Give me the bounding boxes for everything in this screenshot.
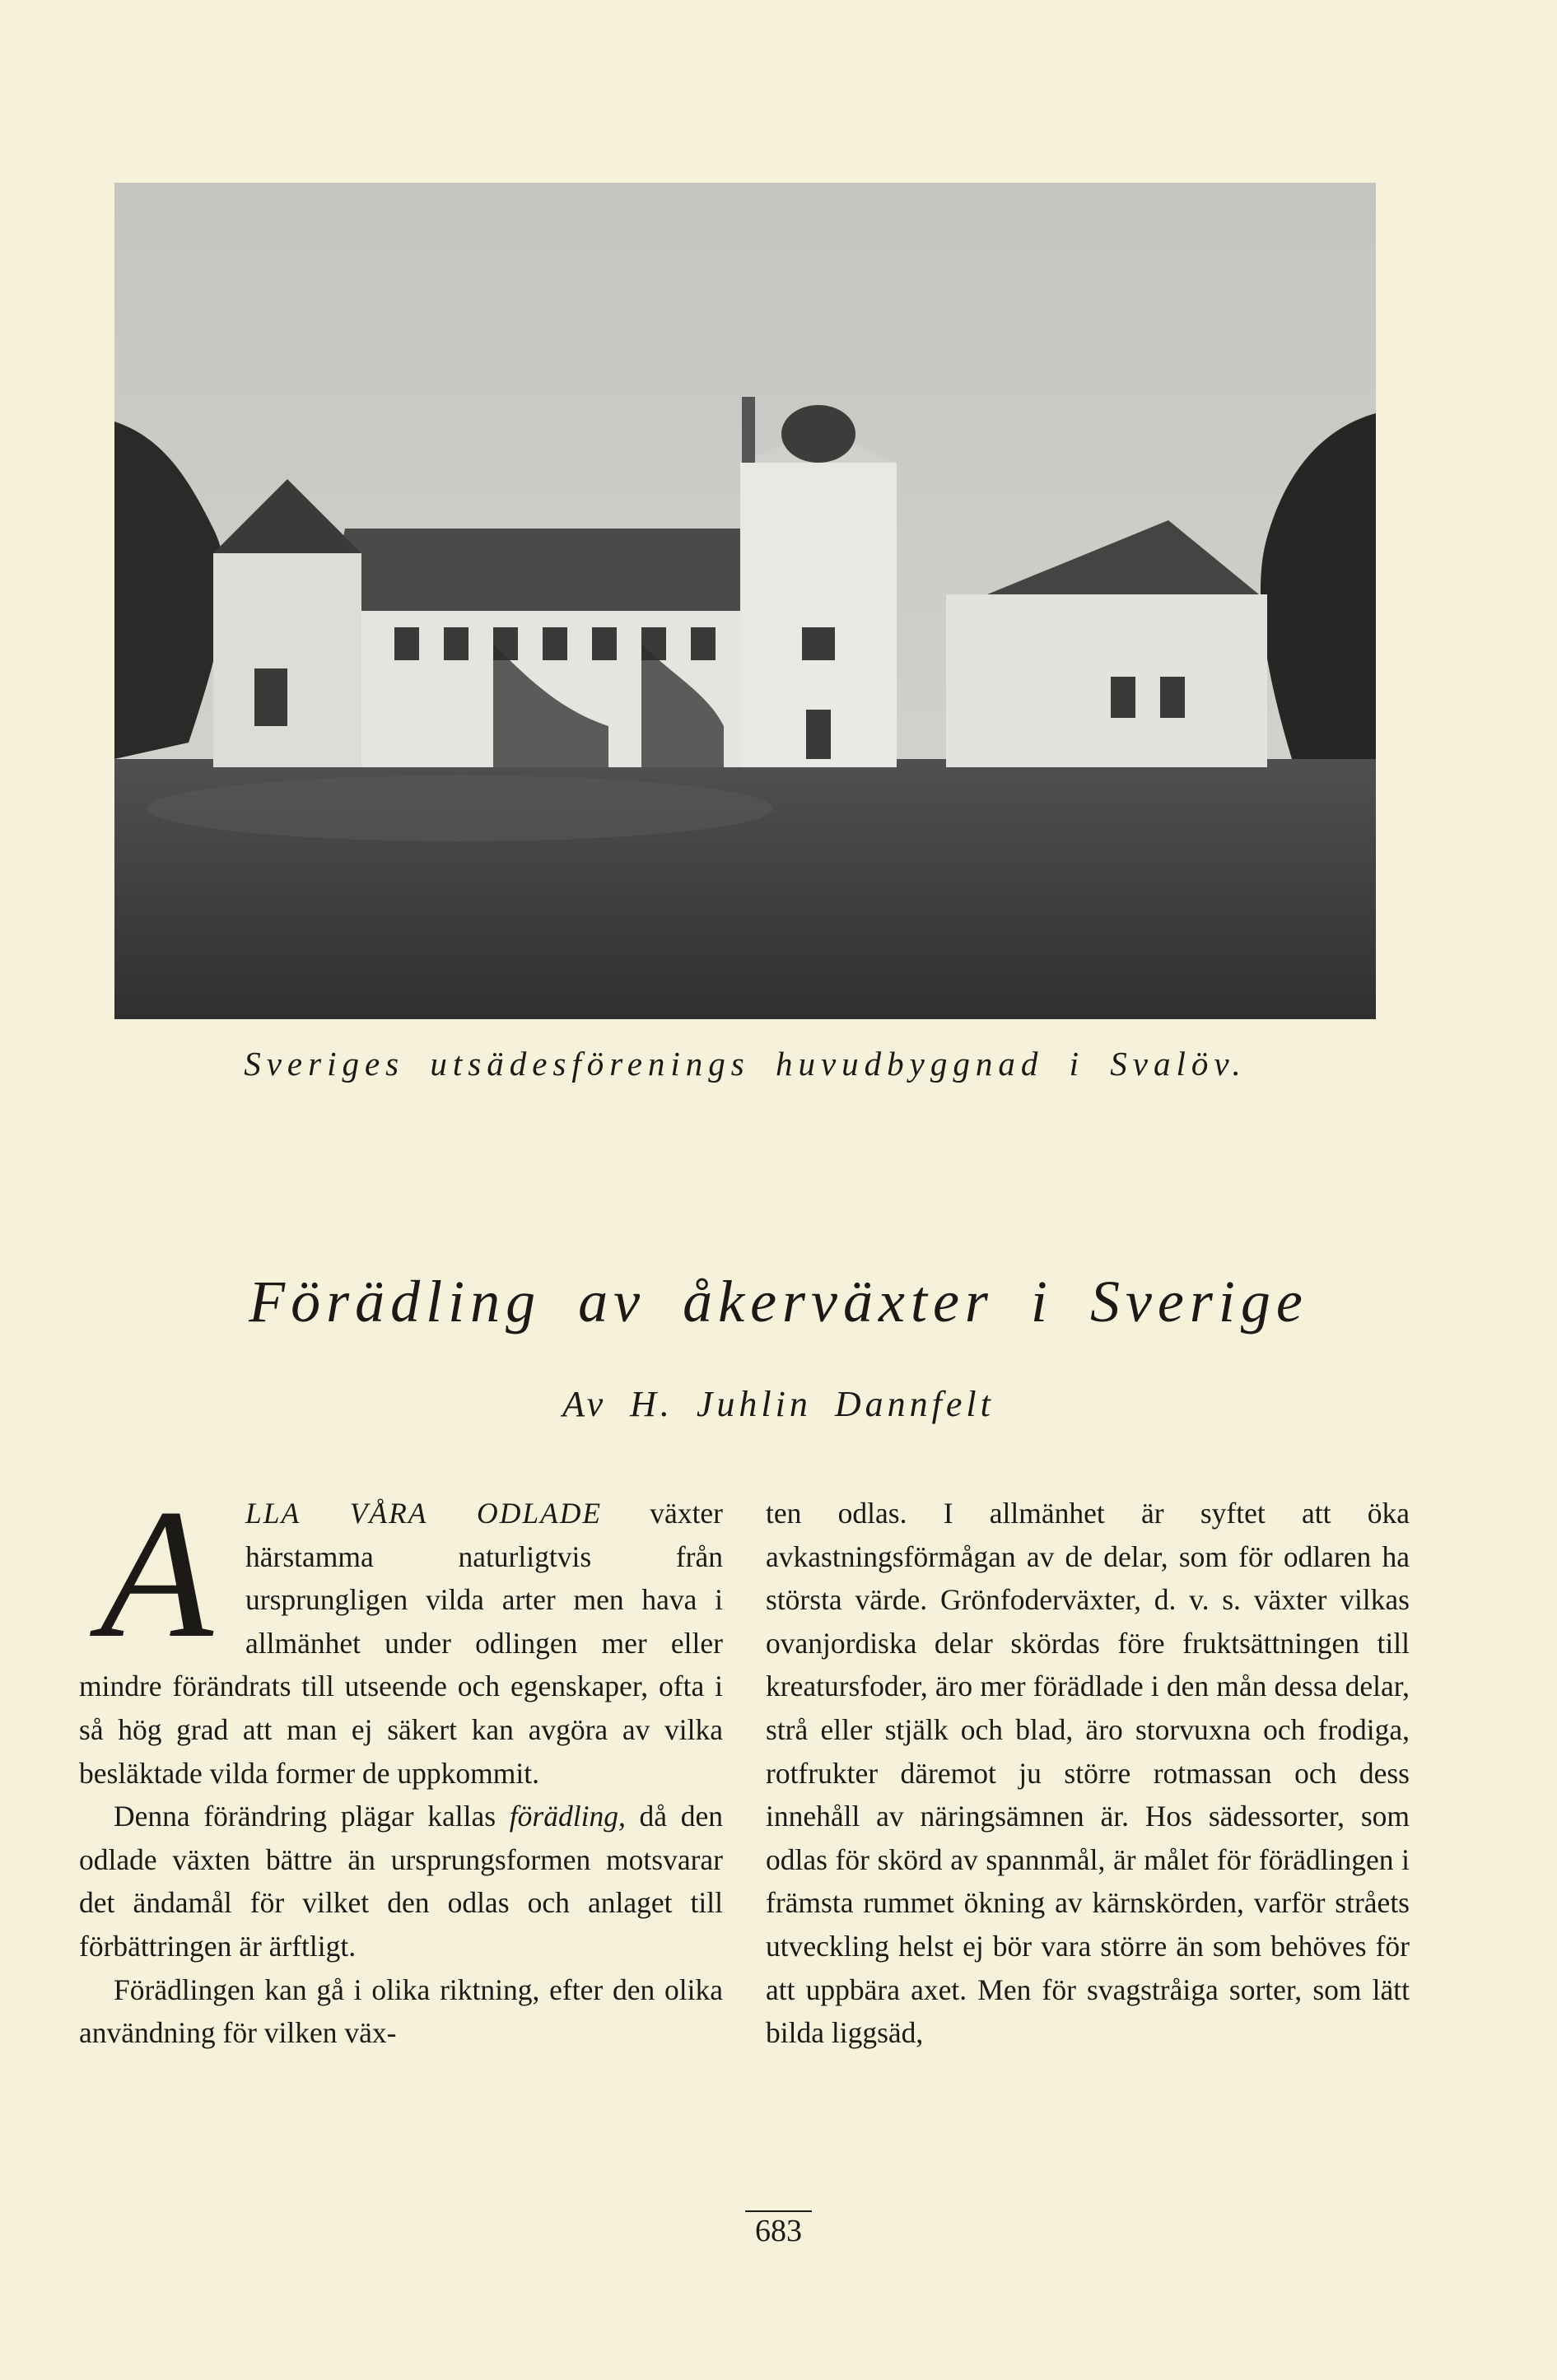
page-number-text: 683 [745, 2210, 812, 2248]
emphasis: förädling, [509, 1800, 626, 1833]
building-photo [114, 183, 1376, 1019]
photo-caption: Sveriges utsädesförenings huvudbyggnad i Svalöv. [244, 1045, 1247, 1083]
drop-cap: A [100, 1470, 213, 1676]
paragraph [79, 1795, 723, 1968]
page-number [0, 2213, 1557, 2249]
article-column-left [79, 1470, 724, 2055]
paragraph-text: Denna förändring plägar kallas [114, 1800, 510, 1833]
paragraph-text: då den odlade växten bättre än ursprungsformen motsvarar det ändamål för vilket den odlas och anlaget till förbättringen är ärftligt. [79, 1800, 723, 1963]
building-illustration [114, 183, 1376, 1019]
article-column-right [766, 1492, 1410, 2055]
paragraph-text: växter härstamma naturligtvis från ursprungligen vilda arter men hava i allmänhet under odlingen mer eller mindre förändrats till utseende och egenskaper, ofta i så hög grad att man ej säkert kan avgöra av vilka besläktade vilda former de uppkommit. [79, 1497, 724, 1790]
article-title: Förädling av åkerväxter i Sverige [249, 1269, 1308, 1334]
paragraph: Förädlingen kan gå i olika riktning, efter den olika användning för vilken väx- [79, 1972, 723, 2050]
paragraph [79, 1470, 724, 1795]
lead-caps: LLA VÅRA ODLADE [245, 1497, 603, 1530]
article-byline: Av H. Juhlin Dannfelt [562, 1384, 995, 1424]
paragraph: ten odlas. I allmänhet är syftet att öka avkastningsförmågan av de delar, som för odlaren ha största värde. Grönfoderväxter, d. v. s. växter vilkas ovanjordiska delar skördas före fruktsättningen till kreatursfoder, äro mer förädlade i den mån dessa delar, strå eller stjälk och blad, äro storvuxna och frodiga, rotfrukter däremot ju större rotmassan och dess innehåll av näringsämnen är. Hos sädessorter, som odlas för skörd av spannmål, är målet för förädlingen i främsta rummet ökning av kärnskörden, varför stråets utveckling helst ej bör vara större än som behöves för att uppbära axet. Men för svagstråiga sorter, som lätt bilda liggsäd, [766, 1497, 1410, 2050]
